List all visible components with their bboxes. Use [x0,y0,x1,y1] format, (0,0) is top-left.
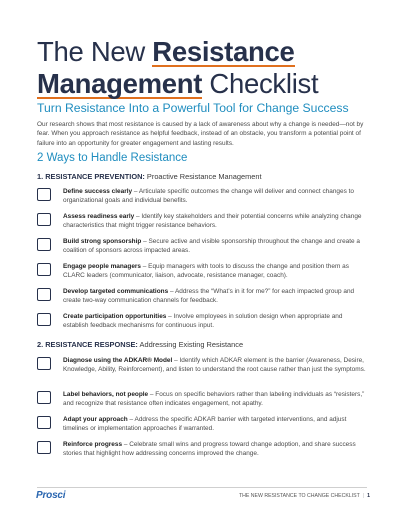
section-prevention-rest: Proactive Resistance Management [144,172,262,181]
checklist-item-text: Assess readiness early – Identify key stakeholders and their potential concerns while analyzing change characteristics that might trigger resistance behaviors. [63,213,362,230]
checklist-item [37,440,367,466]
checklist-item-text: Diagnose using the ADKAR® Model – Identify which ADKAR element is the barrier (Awareness, Desire, Knowledge, Ability, Reinforcement), and listen to understand the root cause rather than just the symptoms. [63,357,366,374]
section-response-heading [37,340,243,349]
checklist-item-text: Create participation opportunities – Involve employees in solution design when appropriate and establish feedback mechanisms for continuous input. [63,313,343,330]
checkbox[interactable] [37,213,51,226]
checkbox[interactable] [37,391,51,404]
checkbox[interactable] [37,238,51,251]
checkbox[interactable] [37,188,51,201]
section-response-rest: Addressing Existing Resistance [137,340,244,349]
checklist-item [37,312,367,338]
checklist-item [37,390,367,416]
checklist-item-text: Reinforce progress – Celebrate small wins and progress toward change adoption, and share success stories that highlight how addressing concerns improved the change. [63,441,356,458]
page-title [37,36,377,100]
checklist-item [37,287,367,313]
title-emphasis-2: Management [37,68,203,99]
footer-divider [37,487,367,488]
section-prevention-lead: 1. RESISTANCE PREVENTION: [37,172,145,181]
checklist-item-text: Adapt your approach – Address the specific ADKAR barrier with targeted interventions, and adjust timelines or implementation approaches if warranted. [63,416,347,433]
checklist-item [37,237,367,263]
title-emphasis-1: Resistance [152,36,295,67]
checkbox[interactable] [37,416,51,429]
checklist-item [37,187,367,213]
ways-heading: 2 Ways to Handle Resistance [37,152,188,164]
checklist-item [37,262,367,288]
footer-document-name: THE NEW RESISTANCE TO CHANGE CHECKLIST [238,493,360,499]
checkbox[interactable] [37,313,51,326]
checkbox[interactable] [37,441,51,454]
footer-text [239,493,370,499]
prosci-logo: Prosci [36,490,66,501]
checklist-item-text: Label behaviors, not people – Focus on specific behaviors rather than labeling individuals as “resisters,” and recognize that resistance often indicates engagement, not apathy. [63,391,365,408]
section-prevention-heading [37,172,262,181]
checklist-item-text: Engage people managers – Equip managers with tools to discuss the change and position them as CLARC leaders (communicator, liaison, advocate, resistance manager, coach). [63,263,349,280]
footer-separator: | [362,493,365,499]
page-subtitle: Turn Resistance Into a Powerful Tool for Change Success [37,101,349,115]
title-part-1: The New [37,36,153,67]
title-part-2: Checklist [202,68,319,99]
section-response-lead: 2. RESISTANCE RESPONSE: [37,340,138,349]
checkbox[interactable] [37,263,51,276]
checklist-item-text: Define success clearly – Articulate specific outcomes the change will deliver and connect changes to organizational goals and individual benefits. [63,188,354,205]
checklist-item-text: Build strong sponsorship – Secure active and visible sponsorship throughout the change and create a coalition of sponsors across impacted areas. [63,238,360,255]
checklist-item [37,415,367,441]
checkbox[interactable] [37,288,51,301]
intro-paragraph: Our research shows that most resistance is caused by a lack of awareness about why a change is needed—not by fear. When you approach resistance as helpful feedback, instead of an obstacle, you transform a potential point of failure into an opportunity for greater engagement and lasting results. [37,121,364,147]
checklist-item [37,356,367,390]
page-number: 1 [367,493,370,499]
checklist-item-text: Develop targeted communications – Address the “What’s in it for me?” for each impacted group and create two-way communication channels for feedback. [63,288,355,305]
checklist-item [37,212,367,238]
checkbox[interactable] [37,357,51,370]
